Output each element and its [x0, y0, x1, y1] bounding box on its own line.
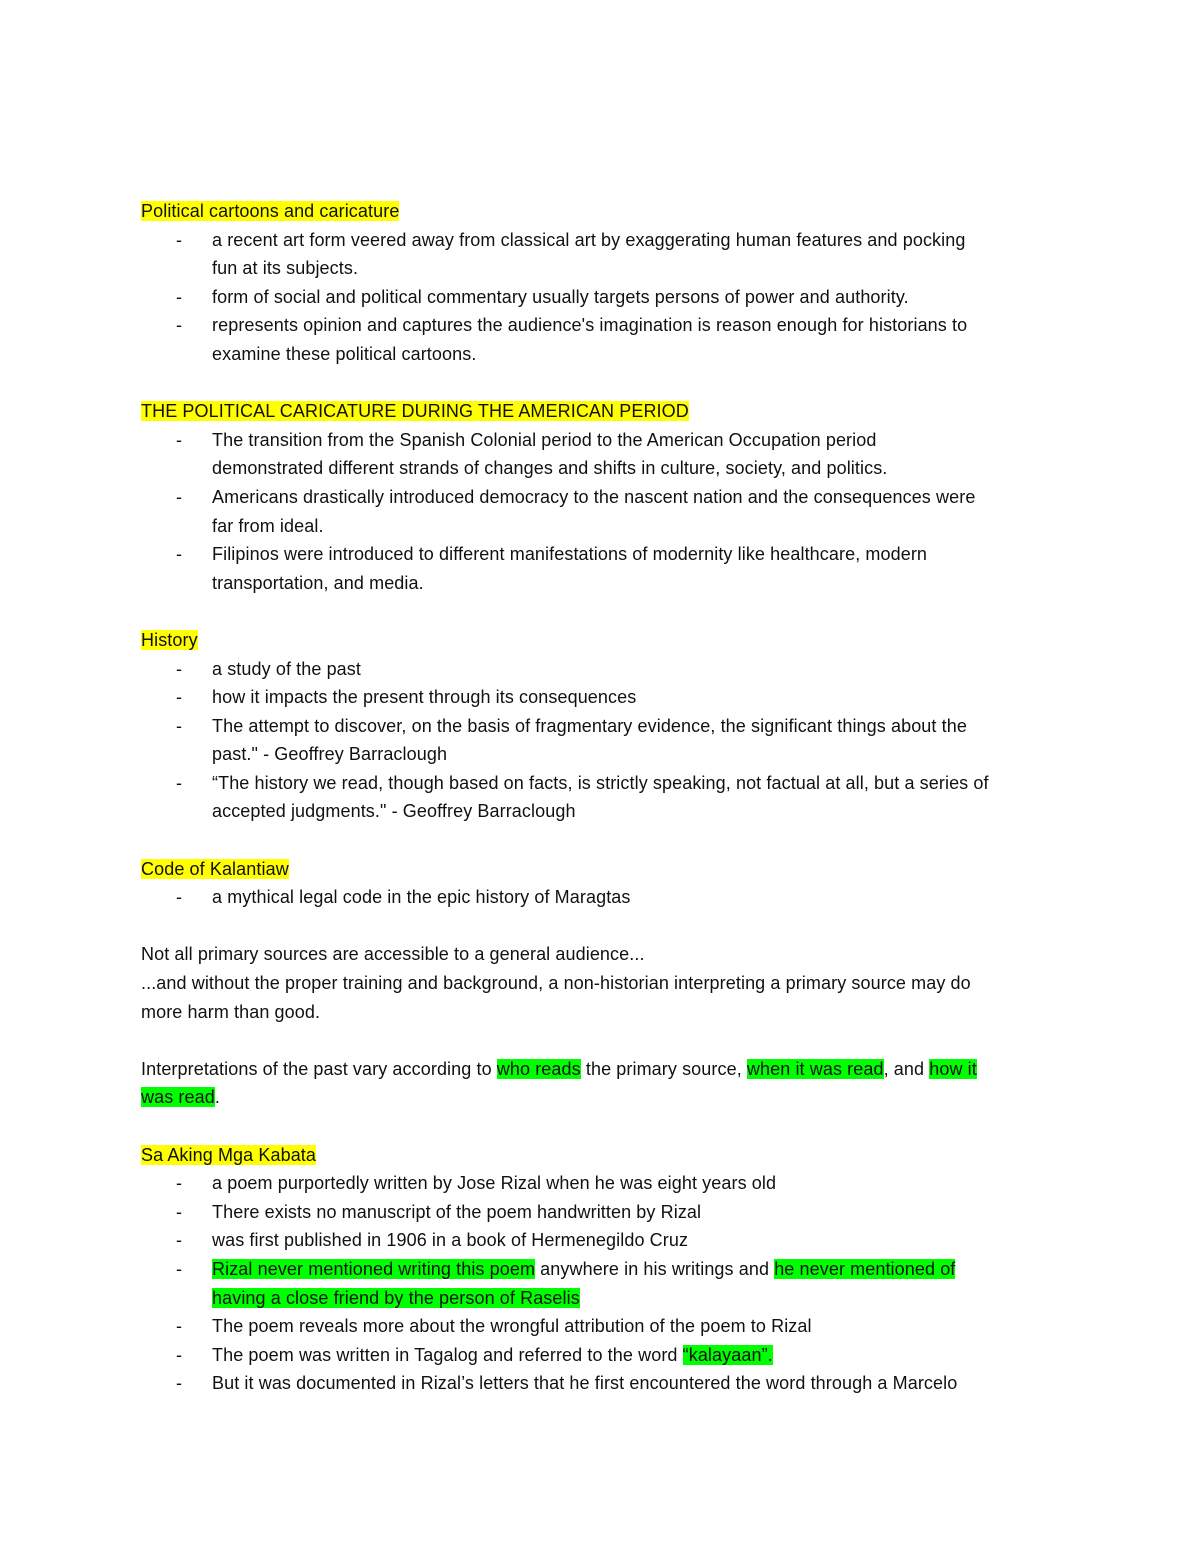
- paragraph-line: ...and without the proper training and background, a non-historian interpreting a primary source may do: [141, 973, 971, 994]
- bullet-dash: -: [176, 1230, 183, 1251]
- bullet-text: Filipinos were introduced to different manifestations of modernity like healthcare, modern: [212, 544, 928, 565]
- heading-kalantiaw: [141, 855, 1071, 884]
- bullet-dash: -: [176, 715, 183, 736]
- green-highlight: how it: [929, 1058, 977, 1079]
- bullet-item: [141, 769, 1071, 798]
- bullet-item: [141, 311, 1071, 340]
- paragraph-line: Not all primary sources are accessible to a general audience...: [141, 944, 645, 965]
- bullet-dash: -: [176, 772, 183, 793]
- bullet-text: The poem reveals more about the wrongful attribution of the poem to Rizal: [212, 1316, 812, 1337]
- bullet-text: a recent art form veered away from classical art by exaggerating human features and pocking: [212, 229, 966, 250]
- bullet-item: [141, 683, 1071, 712]
- bullet-item: [141, 1312, 1071, 1341]
- bullet-dash: -: [176, 429, 183, 450]
- green-highlight: “kalayaan”.: [682, 1344, 773, 1365]
- bullet-dash: -: [176, 687, 183, 708]
- bullet-item: [141, 226, 1071, 255]
- bullet-dash: -: [176, 486, 183, 507]
- bullet-text: But it was documented in Rizal’s letters that he first encountered the word through a Marcelo: [212, 1373, 958, 1394]
- bullet-text: “The history we read, though based on facts, is strictly speaking, not factual at all, but a series of: [212, 772, 989, 793]
- bullet-dash: -: [176, 1173, 183, 1194]
- bullet-continuation: examine these political cartoons.: [212, 343, 477, 364]
- bullet-continuation: past." - Geoffrey Barraclough: [212, 744, 448, 765]
- bullet-continuation: accepted judgments." - Geoffrey Barraclough: [212, 801, 576, 822]
- green-highlight: he never mentioned of: [774, 1258, 956, 1279]
- bullet-dash: -: [176, 1258, 183, 1279]
- paragraph-text: .: [214, 1087, 220, 1108]
- spacer: [141, 369, 1071, 398]
- bullet-dash: -: [176, 315, 183, 336]
- spacer: [141, 1026, 1071, 1055]
- spacer: [141, 912, 1071, 941]
- paragraph-line: [141, 1055, 1071, 1084]
- bullet-dash: -: [176, 1373, 183, 1394]
- bullet-text: Americans drastically introduced democracy to the nascent nation and the consequences were: [212, 486, 976, 507]
- bullet-text: The attempt to discover, on the basis of fragmentary evidence, the significant things about the: [212, 715, 967, 736]
- bullet-dash: -: [176, 887, 183, 908]
- green-highlight: having a close friend by the person of Raselis: [212, 1287, 580, 1308]
- bullet-continuation: [141, 1284, 1071, 1313]
- bullet-item: [141, 483, 1071, 512]
- bullet-item: [141, 1341, 1071, 1370]
- paragraph-line: more harm than good.: [141, 1001, 321, 1022]
- heading-american-period: [141, 397, 1071, 426]
- bullet-item: [141, 883, 1071, 912]
- paragraph-text: Interpretations of the past vary according to: [141, 1058, 497, 1079]
- bullet-item: [141, 712, 1071, 741]
- heading-text: THE POLITICAL CARICATURE DURING THE AMERICAN PERIOD: [141, 401, 689, 422]
- green-highlight: Rizal never mentioned writing this poem: [212, 1258, 536, 1279]
- bullet-dash: -: [176, 1201, 183, 1222]
- bullet-continuation: fun at its subjects.: [212, 258, 359, 279]
- bullet-text: a study of the past: [212, 658, 361, 679]
- bullet-continuation: far from ideal.: [212, 515, 324, 536]
- bullet-item: [141, 283, 1071, 312]
- bullet-dash: -: [176, 544, 183, 565]
- bullet-text: There exists no manuscript of the poem handwritten by Rizal: [212, 1201, 702, 1222]
- bullet-dash: -: [176, 1316, 183, 1337]
- bullet-text: how it impacts the present through its consequences: [212, 687, 637, 708]
- bullet-text: The transition from the Spanish Colonial period to the American Occupation period: [212, 429, 877, 450]
- heading-text: Sa Aking Mga Kabata: [141, 1144, 317, 1165]
- spacer: [141, 826, 1071, 855]
- heading-text: Code of Kalantiaw: [141, 858, 289, 879]
- spacer: [141, 1112, 1071, 1141]
- bullet-text: a poem purportedly written by Jose Rizal when he was eight years old: [212, 1173, 777, 1194]
- document-content: [141, 197, 1071, 1398]
- bullet-text: a mythical legal code in the epic history of Maragtas: [212, 887, 631, 908]
- spacer: [141, 597, 1071, 626]
- heading-history: [141, 626, 1071, 655]
- bullet-text: The poem was written in Tagalog and referred to the word: [212, 1344, 683, 1365]
- bullet-item: [141, 1226, 1071, 1255]
- bullet-text: represents opinion and captures the audience's imagination is reason enough for historians to: [212, 315, 968, 336]
- paragraph-text: , and: [883, 1058, 930, 1079]
- bullet-continuation: transportation, and media.: [212, 572, 424, 593]
- heading-text: History: [141, 629, 198, 650]
- bullet-dash: -: [176, 1344, 183, 1365]
- bullet-continuation: demonstrated different strands of changes and shifts in culture, society, and politics.: [212, 458, 888, 479]
- paragraph-text: the primary source,: [580, 1058, 747, 1079]
- bullet-dash: -: [176, 229, 183, 250]
- paragraph-line: [141, 1083, 1071, 1112]
- bullet-text: form of social and political commentary usually targets persons of power and authority.: [212, 286, 909, 307]
- bullet-item: [141, 1198, 1071, 1227]
- heading-text: Political cartoons and caricature: [141, 201, 400, 221]
- bullet-text: anywhere in his writings and: [535, 1258, 775, 1279]
- bullet-item: [141, 1255, 1071, 1284]
- green-highlight: who reads: [496, 1058, 581, 1079]
- bullet-item: [141, 655, 1071, 684]
- heading-kabata: [141, 1141, 1071, 1170]
- bullet-item: [141, 1169, 1071, 1198]
- bullet-item: [141, 1369, 1071, 1398]
- bullet-text: was first published in 1906 in a book of Hermenegildo Cruz: [212, 1230, 689, 1251]
- bullet-dash: -: [176, 658, 183, 679]
- heading-political-cartoons: [141, 197, 1071, 226]
- green-highlight: was read: [141, 1087, 215, 1108]
- bullet-item: [141, 426, 1071, 455]
- bullet-item: [141, 540, 1071, 569]
- bullet-dash: -: [176, 286, 183, 307]
- green-highlight: when it was read: [746, 1058, 884, 1079]
